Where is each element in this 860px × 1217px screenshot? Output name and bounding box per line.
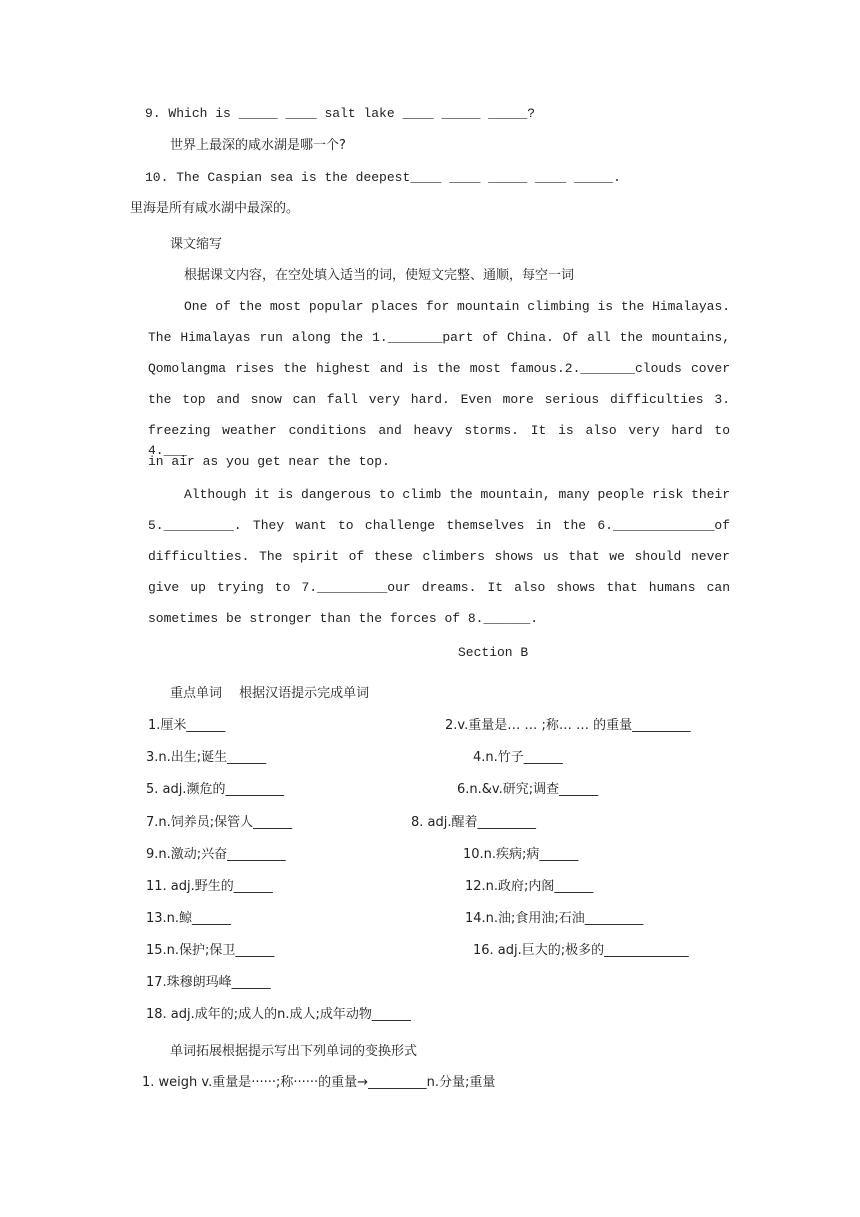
vocab-item: 12.n.政府;内阁______ bbox=[465, 879, 594, 894]
vocab-item: 10.n.疾病;病______ bbox=[463, 847, 579, 862]
question-9 bbox=[145, 104, 535, 124]
vocab-heading: 重点单词 根据汉语提示完成单词 bbox=[170, 686, 370, 701]
section-title: Section B bbox=[458, 645, 529, 660]
question-10-translation: 里海是所有咸水湖中最深的。 bbox=[130, 201, 300, 216]
question-text: The Caspian sea is the deepest____ ____ _____ ____ _____. bbox=[176, 170, 621, 185]
vocab-item: 4.n.竹子______ bbox=[473, 750, 563, 765]
vocab-item: 16. adj.巨大的;极多的_____________ bbox=[473, 943, 689, 958]
vocab-item: 18. adj.成年的;成人的n.成人;成年动物______ bbox=[146, 1007, 411, 1022]
passage-line: Although it is dangerous to climb the mountain, many people risk their bbox=[184, 487, 731, 502]
vocab-item: 6.n.&v.研究;调查______ bbox=[457, 782, 599, 797]
vocab-item: 15.n.保护;保卫______ bbox=[146, 943, 275, 958]
vocab-item: 11. adj.野生的______ bbox=[146, 879, 273, 894]
vocab-item: 2.v.重量是… … ;称… … 的重量_________ bbox=[445, 718, 691, 733]
passage-line: in air as you get near the top. bbox=[148, 454, 390, 469]
summary-heading: 课文缩写 bbox=[170, 237, 223, 252]
vocab-item: 5. adj.濒危的_________ bbox=[146, 782, 284, 797]
extension-heading: 单词拓展根据提示写出下列单词的变换形式 bbox=[170, 1044, 418, 1059]
passage-line: give up trying to 7._________our dreams. It also shows that humans can bbox=[148, 580, 730, 595]
question-number: 9. bbox=[145, 106, 161, 121]
question-9-translation: 世界上最深的咸水湖是哪一个? bbox=[170, 138, 346, 153]
vocab-item: 17.珠穆朗玛峰______ bbox=[146, 975, 271, 990]
passage-line: Qomolangma rises the highest and is the most famous.2._______clouds cover bbox=[148, 361, 730, 376]
extension-item: 1. weigh v.重量是······;称······的重量→_________n.分量;重量 bbox=[142, 1075, 496, 1090]
passage-line: the top and snow can fall very hard. Even more serious difficulties 3. bbox=[148, 392, 730, 407]
vocab-item: 7.n.饲养员;保管人______ bbox=[146, 815, 293, 830]
passage-line: freezing weather conditions and heavy storms. It is also very hard to 4.___ bbox=[148, 423, 730, 458]
passage-line: difficulties. The spirit of these climbers shows us that we should never bbox=[148, 549, 730, 564]
passage-line: sometimes be stronger than the forces of 8.______. bbox=[148, 611, 539, 626]
question-10 bbox=[145, 168, 621, 188]
question-number: 10. bbox=[145, 170, 169, 185]
passage-line: The Himalayas run along the 1._______part of China. Of all the mountains, bbox=[148, 330, 730, 345]
vocab-item: 9.n.激动;兴奋_________ bbox=[146, 847, 286, 862]
vocab-item: 13.n.鲸______ bbox=[146, 911, 232, 926]
passage-line: One of the most popular places for mountain climbing is the Himalayas. bbox=[184, 299, 731, 314]
passage-line: 5._________. They want to challenge themselves in the 6._____________of bbox=[148, 518, 730, 533]
summary-instruction: 根据课文内容，在空处填入适当的词，使短文完整、通顺，每空一词 bbox=[184, 268, 575, 283]
vocab-item: 14.n.油;食用油;石油_________ bbox=[465, 911, 644, 926]
vocab-item: 1.厘米______ bbox=[148, 718, 226, 733]
vocab-item: 3.n.出生;诞生______ bbox=[146, 750, 267, 765]
vocab-item: 8. adj.醒着_________ bbox=[411, 815, 536, 830]
question-text: Which is _____ ____ salt lake ____ _____ _____? bbox=[168, 106, 536, 121]
